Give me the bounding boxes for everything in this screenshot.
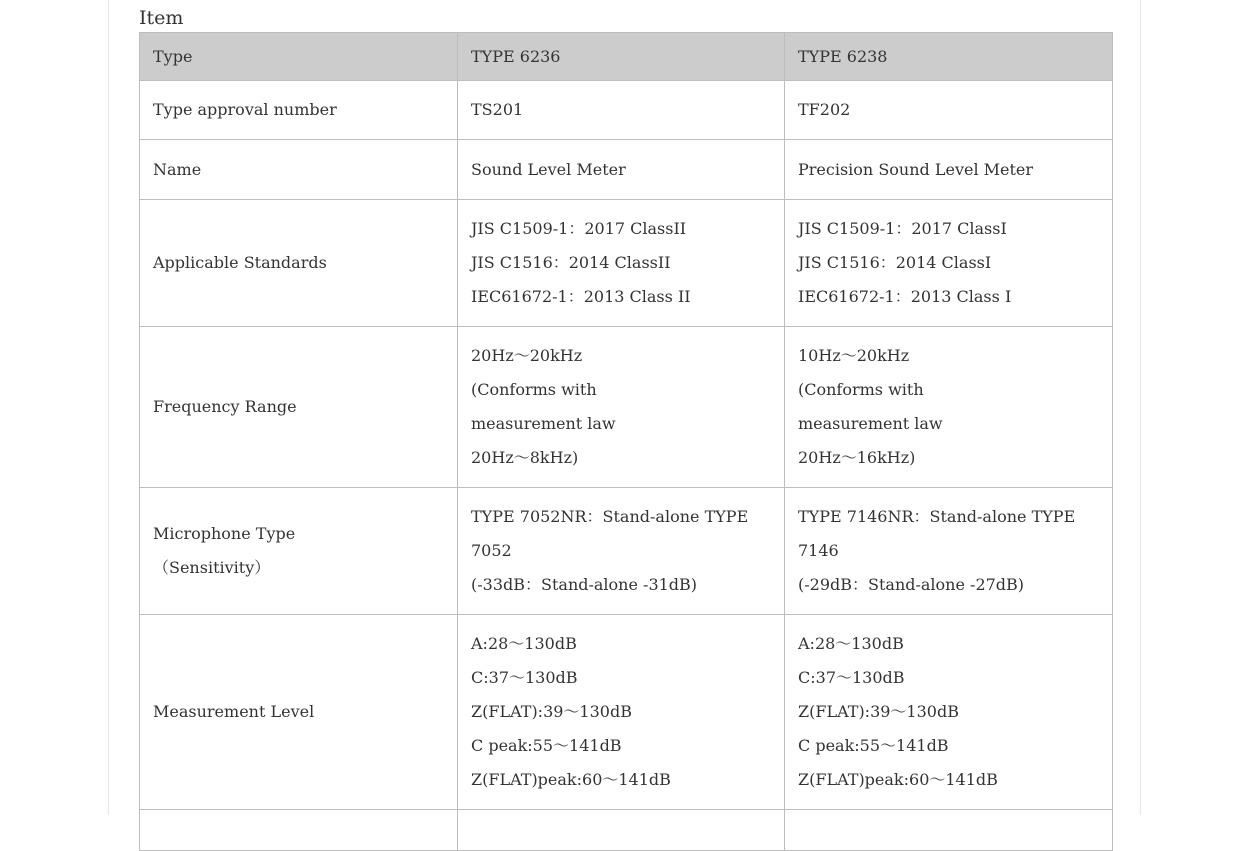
cell-text: 10Hz～20kHz xyxy=(798,346,910,365)
cell-text: A:28～130dB xyxy=(471,634,577,653)
row-label-text: （Sensitivity） xyxy=(153,558,271,577)
cell-text: JIS C1509-1：2017 ClassI xyxy=(798,219,1007,238)
cell-text: Precision Sound Level Meter xyxy=(798,159,1034,179)
table-row-partial xyxy=(140,810,1113,851)
cell-text: A:28～130dB xyxy=(798,634,904,653)
cell-text: Z(FLAT)peak:60～141dB xyxy=(798,770,998,789)
cell-text: IEC61672-1：2013 Class II xyxy=(471,287,691,306)
cell-text: measurement law xyxy=(798,414,943,433)
header-type-6238: TYPE 6238 xyxy=(785,33,1113,81)
cell-text: TS201 xyxy=(471,100,524,119)
row-label xyxy=(140,200,458,327)
cell-type-6236 xyxy=(458,810,785,851)
cell-text: 20Hz～16kHz) xyxy=(798,448,916,467)
cell-text: TYPE 7052NR：Stand-alone TYPE 7052 xyxy=(471,507,749,560)
cell-type-6238 xyxy=(785,488,1113,615)
row-label xyxy=(140,488,458,615)
cell-text: JIS C1509-1：2017 ClassII xyxy=(471,219,687,238)
row-label xyxy=(140,81,458,140)
row-label-text: Name xyxy=(153,159,202,179)
table-row-applicable-standards xyxy=(140,200,1113,327)
header-type: Type xyxy=(140,33,458,81)
cell-text: (-29dB：Stand-alone -27dB) xyxy=(798,575,1025,594)
cell-text: Sound Level Meter xyxy=(471,159,626,179)
cell-text: C:37～130dB xyxy=(798,668,905,687)
table-row-microphone-type xyxy=(140,488,1113,615)
table-row-frequency-range xyxy=(140,327,1113,488)
row-label-text: Type approval number xyxy=(153,100,337,119)
cell-text: IEC61672-1：2013 Class I xyxy=(798,287,1012,306)
cell-type-6238 xyxy=(785,615,1113,810)
cell-text: TF202 xyxy=(798,100,851,119)
row-label-text: Applicable Standards xyxy=(153,253,327,272)
cell-type-6236 xyxy=(458,488,785,615)
cell-text: C:37～130dB xyxy=(471,668,578,687)
cell-type-6236 xyxy=(458,615,785,810)
row-label-text: Microphone Type xyxy=(153,524,296,543)
specification-table xyxy=(139,32,1113,851)
row-label xyxy=(140,327,458,488)
table-row-name xyxy=(140,140,1113,200)
cell-type-6238 xyxy=(785,140,1113,200)
row-label xyxy=(140,810,458,851)
cell-text: Z(FLAT):39～130dB xyxy=(471,702,632,721)
cell-type-6238 xyxy=(785,810,1113,851)
row-label xyxy=(140,140,458,200)
cell-type-6236 xyxy=(458,140,785,200)
cell-text: JIS C1516：2014 ClassII xyxy=(471,253,671,272)
cell-type-6238 xyxy=(785,327,1113,488)
cell-text: TYPE 7146NR：Stand-alone TYPE 7146 xyxy=(798,507,1076,560)
cell-type-6238 xyxy=(785,200,1113,327)
cell-type-6238 xyxy=(785,81,1113,140)
section-heading: Item xyxy=(139,7,184,29)
cell-text: measurement law xyxy=(471,414,616,433)
table-row-measurement-level xyxy=(140,615,1113,810)
cell-type-6236 xyxy=(458,327,785,488)
table-header-row xyxy=(140,33,1113,81)
header-type-6236: TYPE 6236 xyxy=(458,33,785,81)
cell-type-6236 xyxy=(458,200,785,327)
cell-text: 20Hz～20kHz xyxy=(471,346,583,365)
row-label xyxy=(140,615,458,810)
row-label-text: Measurement Level xyxy=(153,702,315,721)
cell-text: (Conforms with xyxy=(798,380,924,399)
cell-text: JIS C1516：2014 ClassI xyxy=(798,253,992,272)
cell-text: (Conforms with xyxy=(471,380,597,399)
cell-text: C peak:55～141dB xyxy=(798,736,949,755)
cell-text: 20Hz～8kHz) xyxy=(471,448,579,467)
cell-text: Z(FLAT):39～130dB xyxy=(798,702,959,721)
cell-text: (-33dB：Stand-alone -31dB) xyxy=(471,575,698,594)
row-label-text: Frequency Range xyxy=(153,397,297,416)
cell-text: C peak:55～141dB xyxy=(471,736,622,755)
cell-text: Z(FLAT)peak:60～141dB xyxy=(471,770,671,789)
table-row-type-approval-number xyxy=(140,81,1113,140)
cell-type-6236 xyxy=(458,81,785,140)
